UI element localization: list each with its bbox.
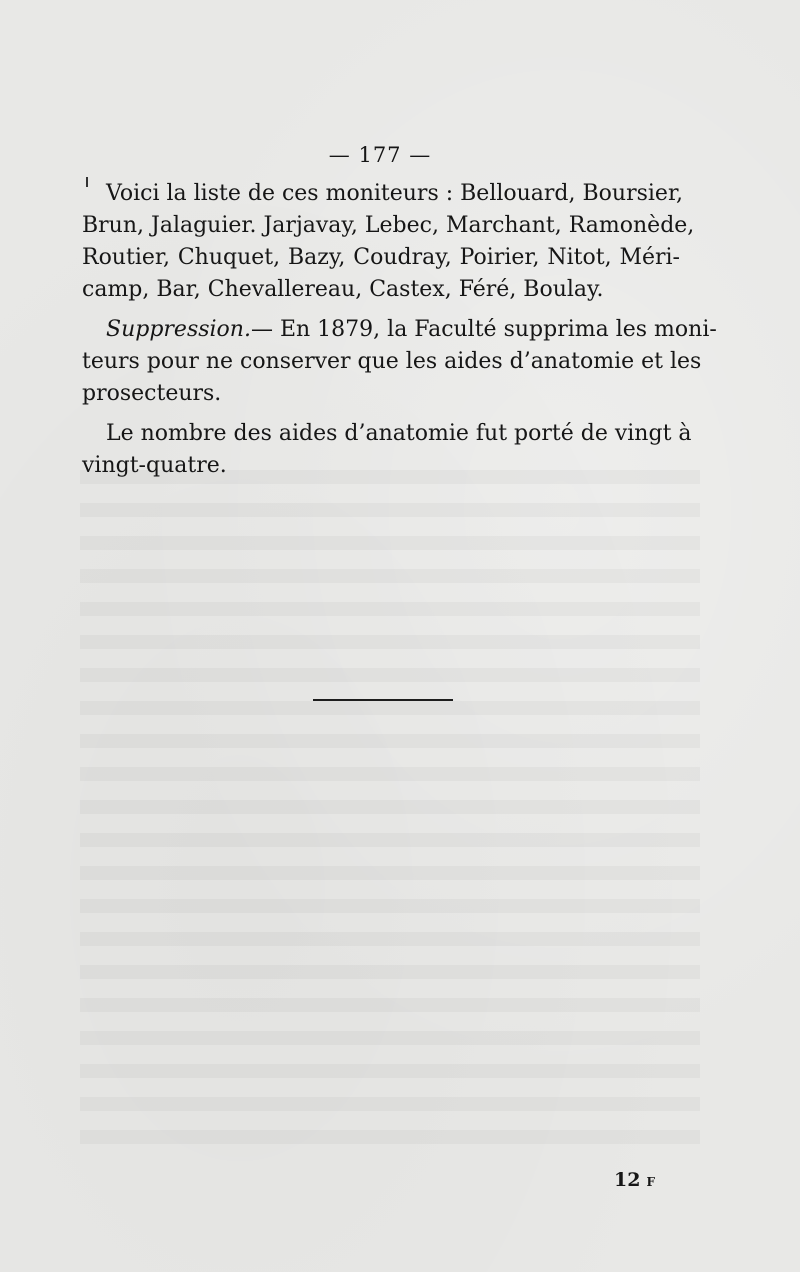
text-line: prosecteurs.	[82, 381, 222, 406]
text-line: Routier, Chuquet, Bazy, Coudray, Poirier, Nitot, Méri-	[82, 245, 680, 270]
signature-mark	[614, 1169, 655, 1191]
text-line: teurs pour ne conserver que les aides d’anatomie et les	[82, 349, 702, 374]
text-line: vingt-quatre.	[82, 453, 227, 478]
text-line: Le nombre des aides d’anatomie fut porté de vingt à	[106, 421, 692, 446]
page-number: — 177 —	[328, 143, 432, 167]
section-lead: Suppression.	[106, 317, 251, 342]
paragraph-suppression	[82, 314, 717, 410]
text-line-rest: — En 1879, la Faculté supprima les moni-	[250, 317, 717, 342]
text-line: Brun, Jalaguier. Jarjavay, Lebec, Marchant, Ramonède,	[82, 213, 695, 238]
bleed-through-texture	[80, 470, 700, 1150]
paragraph-aides-count	[82, 418, 692, 482]
section-divider-rule	[313, 699, 453, 701]
text-line: Voici la liste de ces moniteurs : Bellouard, Boursier,	[106, 181, 684, 206]
body-text	[82, 178, 717, 490]
text-line: camp, Bar, Chevallereau, Castex, Féré, Boulay.	[82, 277, 604, 302]
text-line	[82, 314, 717, 346]
signature-letter: F	[646, 1175, 655, 1189]
paragraph-moniteurs-list	[82, 178, 695, 306]
signature-number: 12	[614, 1169, 641, 1191]
